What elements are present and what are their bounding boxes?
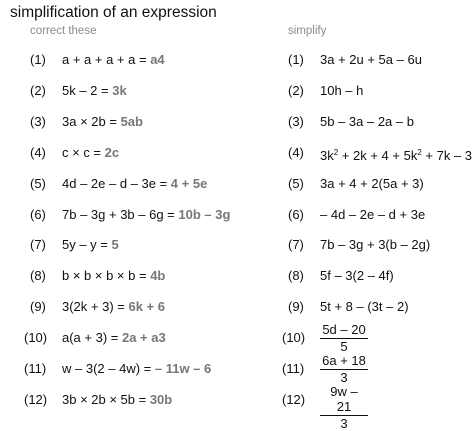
left-item-lhs: 3a × 2b = [62, 114, 121, 129]
left-item-lhs: c × c = [62, 145, 105, 160]
fraction-denominator: 3 [340, 370, 348, 385]
left-item-expression [62, 392, 172, 408]
left-item-answer: 10b – 3g [178, 207, 231, 222]
left-item-lhs: 7b – 3g + 3b – 6g = [62, 207, 179, 222]
left-item-expression [62, 361, 211, 377]
right-item-number: (2) [288, 83, 304, 98]
left-column-label: correct these [30, 25, 97, 37]
left-item-answer: 5ab [120, 114, 143, 129]
left-item-number: (5) [30, 176, 46, 191]
left-item-answer: – 11w – 6 [154, 361, 212, 376]
right-item-number: (3) [288, 114, 304, 129]
left-item-number: (12) [24, 392, 48, 407]
left-item-number: (9) [30, 299, 46, 314]
left-item-answer: 3k [112, 83, 127, 98]
left-item-answer: 4 + 5e [170, 176, 208, 191]
left-item-expression [62, 145, 119, 161]
left-item-lhs: b × b × b × b = [62, 268, 151, 283]
left-item-expression [62, 268, 165, 284]
right-item-number: (8) [288, 268, 304, 283]
left-item-expression [62, 330, 166, 346]
fraction-numerator: 6a + 18 [320, 353, 368, 370]
left-item-lhs: 5k – 2 = [62, 83, 113, 98]
right-item-number: (12) [282, 392, 306, 407]
left-item-number: (1) [30, 52, 46, 67]
left-item-answer: a4 [150, 52, 165, 67]
left-item-answer: 5 [111, 237, 119, 252]
left-item-number: (2) [30, 83, 46, 98]
left-item-number: (10) [24, 330, 48, 345]
right-item-expression: 5b – 3a – 2a – b [320, 114, 414, 129]
right-item-number: (5) [288, 176, 304, 191]
left-item-expression [62, 83, 127, 99]
left-item-expression [62, 237, 119, 253]
expr-part: + 7k – 3 [421, 148, 473, 163]
left-item-expression [62, 176, 207, 192]
exponent: 2 [333, 148, 339, 157]
left-item-expression [62, 52, 165, 68]
right-item-number: (11) [282, 361, 305, 376]
page-title: simplification of an expression [10, 4, 217, 21]
left-item-answer: 4b [150, 268, 166, 283]
right-column-label: simplify [288, 25, 327, 37]
left-item-lhs: 4d – 2e – d – 3e = [62, 176, 171, 191]
expr-part: + 2k + 4 + 5k [338, 148, 418, 163]
right-item-number: (9) [288, 299, 304, 314]
right-item-expression: 3a + 4 + 2(5a + 3) [320, 176, 424, 191]
left-item-lhs: a + a + a + a = [62, 52, 151, 67]
right-item-number: (10) [282, 330, 306, 345]
left-item-lhs: 3(2k + 3) = [62, 299, 129, 314]
right-item-number: (1) [288, 52, 304, 67]
fraction-denominator: 3 [340, 416, 348, 431]
left-item-number: (3) [30, 114, 46, 129]
left-item-lhs: 3b × 2b × 5b = [62, 392, 150, 407]
right-item-expression: 5f – 3(2 – 4f) [320, 268, 394, 283]
right-item-number: (4) [288, 145, 304, 160]
left-item-lhs: w – 3(2 – 4w) = [62, 361, 155, 376]
fraction [320, 322, 368, 354]
right-item-expression: 10h – h [320, 83, 364, 98]
left-item-answer: 30b [149, 392, 173, 407]
right-item-number: (7) [288, 237, 304, 252]
right-item-expression: 5t + 8 – (3t – 2) [320, 299, 409, 314]
left-item-number: (4) [30, 145, 46, 160]
left-item-expression [62, 299, 165, 315]
right-item-number: (6) [288, 207, 304, 222]
left-item-lhs: 5y – y = [62, 237, 112, 252]
fraction-numerator: 9w – 21 [320, 384, 368, 416]
right-item-expression: 3a + 2u + 5a – 6u [320, 52, 422, 67]
left-item-expression [62, 114, 143, 130]
left-item-number: (6) [30, 207, 46, 222]
expr-part: 3k [320, 148, 334, 163]
right-item-expression [320, 145, 472, 164]
left-item-number: (11) [24, 361, 47, 376]
left-item-number: (7) [30, 237, 46, 252]
fraction [320, 353, 368, 385]
exponent: 2 [417, 148, 422, 157]
left-item-answer: 2c [104, 145, 120, 160]
fraction [320, 384, 368, 431]
left-item-lhs: a(a + 3) = [62, 330, 122, 345]
left-item-answer: 6k + 6 [128, 299, 165, 314]
left-item-number: (8) [30, 268, 46, 283]
right-item-expression: – 4d – 2e – d + 3e [320, 207, 426, 222]
left-item-answer: 2a + a3 [121, 330, 166, 345]
fraction-denominator: 5 [340, 339, 348, 354]
fraction-numerator: 5d – 20 [320, 322, 368, 339]
right-item-expression: 7b – 3g + 3(b – 2g) [320, 237, 431, 252]
left-item-expression [62, 207, 230, 223]
